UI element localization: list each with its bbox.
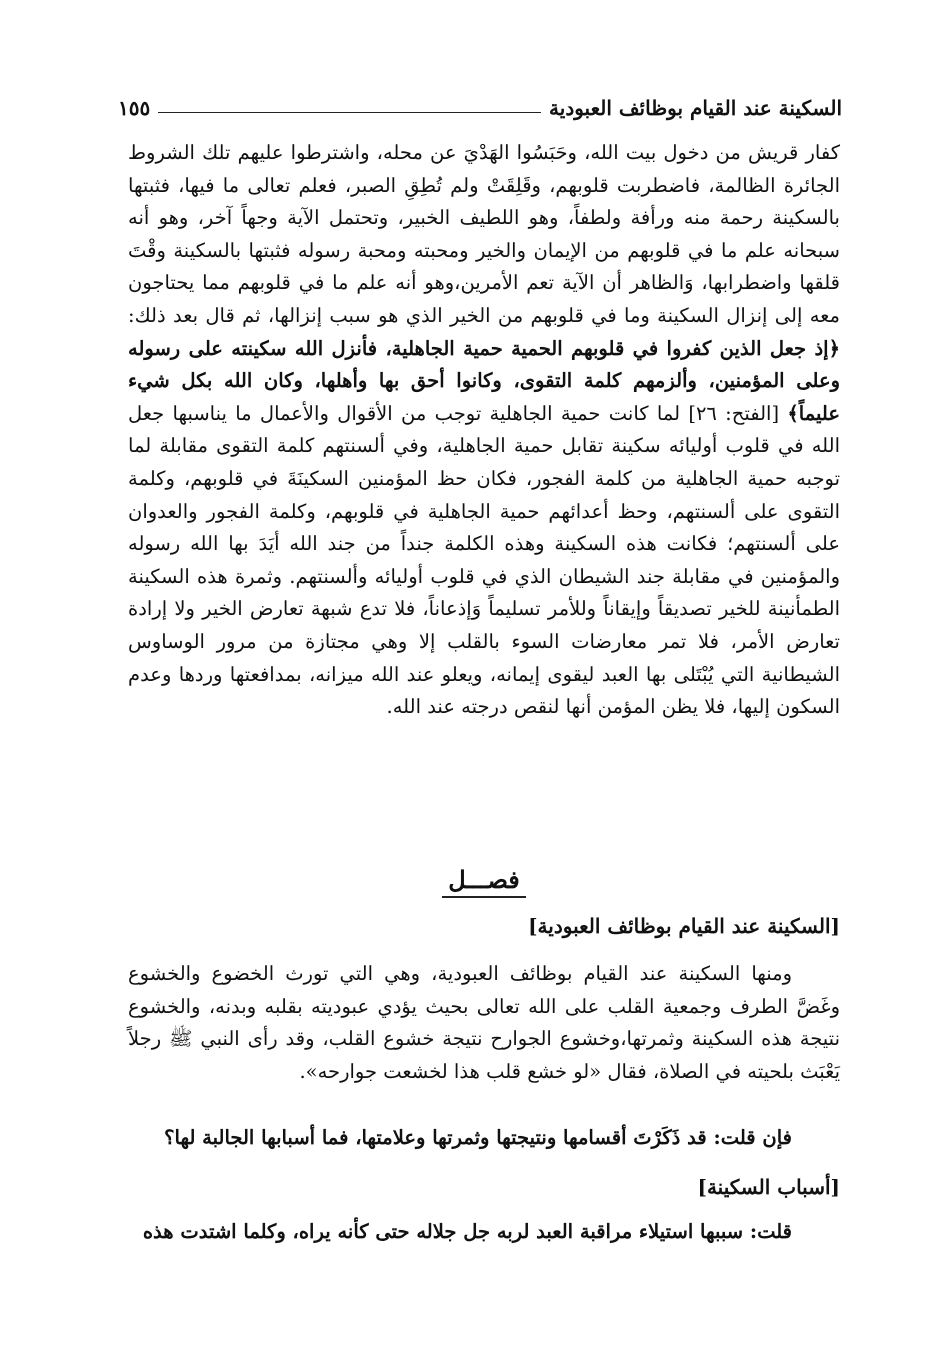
section-paragraph: ومنها السكينة عند القيام بوظائف العبودية، وهي التي تورث الخضوع والخشوع وغَضَّ الطرف وجمعية القلب على الله تعالى بحيث يؤدي عبوديته بقلبه وبدنه، والخشوع نتيجة هذه السكينة وثمرتها،وخشوع الجوارح نتيجة خشوع القلب، وقد رأى النبي ﷺ رجلاً يَعْبَث بلحيته في الصلاة، فقال «لو خشع قلب هذا لخشعت جوارحه». <box>128 962 840 1083</box>
running-header <box>118 86 842 120</box>
paragraph-continuation: لما كانت حمية الجاهلية توجب من الأقوال والأعمال ما يناسبها جعل الله في قلوب أوليائه سكينة تقابل حمية الجاهلية، وفي ألسنتهم كلمة التقوى مقابلة لما توجبه حمية الجاهلية من كلمة الفجور، فكان حظ المؤمنين السكينَةَ في قلوبهم، وكلمة التقوى على ألسنتهم، وحظ أعدائهم حمية الجاهلية في قلوبهم، وكلمة الفجور والعدوان على ألسنتهم؛ فكانت هذه السكينة وهذه الكلمة جنداً من جند الله أيَدَ بها الله رسوله والمؤمنين في مقابلة جند الشيطان الذي في قلوب أوليائه وألسنتهم. وثمرة هذه السكينة الطمأنينة للخير تصديقاً وإيقاناً وللأمر تسليماً وَإذعاناً، فلا تدع شبهة تعارض الخير ولا إرادة تعارض الأمر، فلا تمر معارضات السوء بالقلب إلا وهي مجتازة من مرور الوساوس الشيطانية التي يُبْتَلى بها العبد ليقوى إيمانه، ويعلو عند الله ميزانه، بمدافعتها وردها وعدم السكون إليها، فلا يظن المؤمن أنها لنقص درجته عند الله. <box>128 401 840 719</box>
section-heading-serenity-worship: [السكينة عند القيام بوظائف العبودية] <box>528 914 840 938</box>
question-paragraph: فإن قلت: قد ذَكَرْتَ أقسامها ونتيجتها وثمرتها وعلامتها، فما أسبابها الجالبة لها؟ <box>164 1126 792 1149</box>
page-number: ١٥٥ <box>118 96 151 120</box>
paragraph-text: كفار قريش من دخول بيت الله، وحَبَسُوا الهَدْيَ عن محله، واشترطوا عليهم تلك الشروط الجائرة الظالمة، فاضطربت قلوبهم، وقَلِقَتْ ولم تُطِقِ الصبر، فعلم تعالى ما فيها، فثبتها بالسكينة رحمة منه ورأفة ولطفاً، وهو اللطيف الخبير، وتحتمل الآية وجهاً آخر، وهو أنه سبحانه علم ما في قلوبهم من الإيمان والخير ومحبته ومحبة رسوله فثبتها بالسكينة وقْتَ قلقها واضطرابها، وَالظاهر أن الآية تعم الأمرين،وهو أنه علم ما في قلوبهم مما يحتاجون معه إلى إنزال السكينة وما في قلوبهم من الخير الذي هو سبب إنزالها، ثم قال بعد ذلك: <box>128 141 840 327</box>
main-paragraph <box>128 137 840 724</box>
header-rule <box>158 112 541 113</box>
fasl-title: فصـــل <box>442 865 526 898</box>
chapter-heading <box>128 860 840 900</box>
quran-verse: ﴿إذ جعل الذين كفروا في قلوبهم الحمية حمية الجاهلية، فأنزل الله سكينته على رسوله وعلى المؤمنين، وألزمهم كلمة التقوى، وكانوا أحق بها وأهلها، وكان الله بكل شيء عليماً﴾ <box>128 336 840 425</box>
header-title: السكينة عند القيام بوظائف العبودية <box>549 96 842 120</box>
verse-reference: [الفتح: ٢٦] <box>688 401 780 425</box>
section-heading-causes: [أسباب السكينة] <box>697 1175 840 1199</box>
answer-paragraph: قلت: سببها استيلاء مراقبة العبد لربه جل جلاله حتى كأنه يراه، وكلما اشتدت هذه <box>142 1220 792 1243</box>
